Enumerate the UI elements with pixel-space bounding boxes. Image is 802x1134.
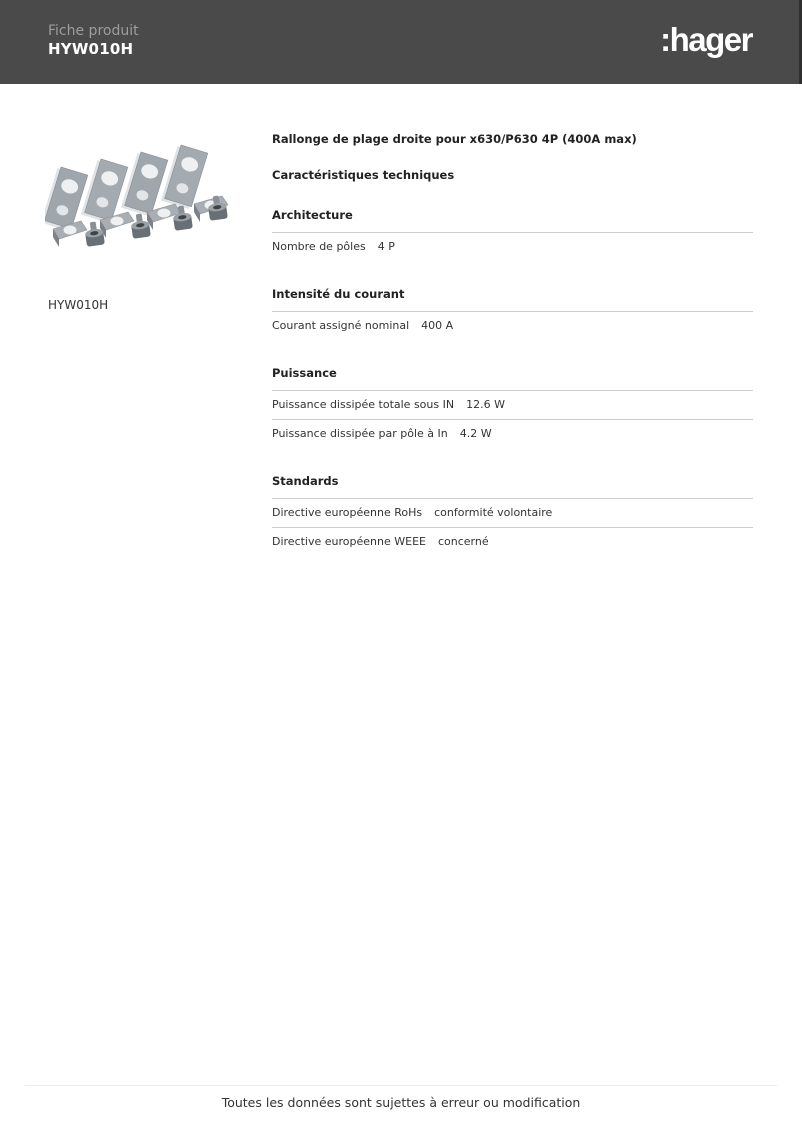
- hager-logo: :hager: [660, 21, 752, 58]
- section-heading: Intensité du courant: [272, 287, 753, 312]
- spec-value: conformité volontaire: [434, 506, 553, 519]
- spec-label: Nombre de pôles: [272, 240, 366, 253]
- spec-row: [272, 499, 753, 527]
- spec-section: [272, 208, 753, 261]
- spec-value: 400 A: [421, 319, 454, 332]
- spec-row: [272, 391, 753, 419]
- product-code-caption: HYW010H: [48, 298, 109, 312]
- spec-section: [272, 366, 753, 448]
- spec-label: Directive européenne WEEE: [272, 535, 426, 548]
- spec-row: [272, 419, 753, 448]
- product-title: Rallonge de plage droite pour x630/P630 4P (400A max): [272, 132, 637, 146]
- spec-value: 4.2 W: [459, 427, 492, 440]
- footer-divider: [25, 1085, 777, 1086]
- spec-section: [272, 474, 753, 556]
- spec-label: Courant assigné nominal: [272, 319, 410, 332]
- spec-section: [272, 287, 753, 340]
- footer-disclaimer: Toutes les données sont sujettes à erreur ou modification: [221, 1095, 581, 1110]
- technical-characteristics-heading: Caractéristiques techniques: [272, 168, 455, 182]
- product-image-svg: [45, 136, 233, 250]
- spec-label: Directive européenne RoHs: [272, 506, 423, 519]
- spec-row: [272, 312, 753, 340]
- spec-label: Puissance dissipée par pôle à In: [272, 427, 448, 440]
- product-image: [45, 136, 233, 250]
- header-bar: [0, 0, 802, 84]
- spec-row: [272, 527, 753, 556]
- spec-value: 12.6 W: [466, 398, 505, 411]
- spec-value: 4 P: [377, 240, 395, 253]
- section-heading: Architecture: [272, 208, 753, 233]
- header-product-code: HYW010H: [48, 40, 134, 58]
- header-titles: [48, 23, 139, 59]
- section-heading: Standards: [272, 474, 753, 499]
- doc-type-label: Fiche produit: [48, 23, 139, 39]
- section-heading: Puissance: [272, 366, 753, 391]
- specs-column: [272, 132, 753, 556]
- spec-value: concerné: [437, 535, 489, 548]
- spec-label: Puissance dissipée totale sous IN: [272, 398, 455, 411]
- spec-sections: [272, 208, 753, 556]
- spec-row: [272, 233, 753, 261]
